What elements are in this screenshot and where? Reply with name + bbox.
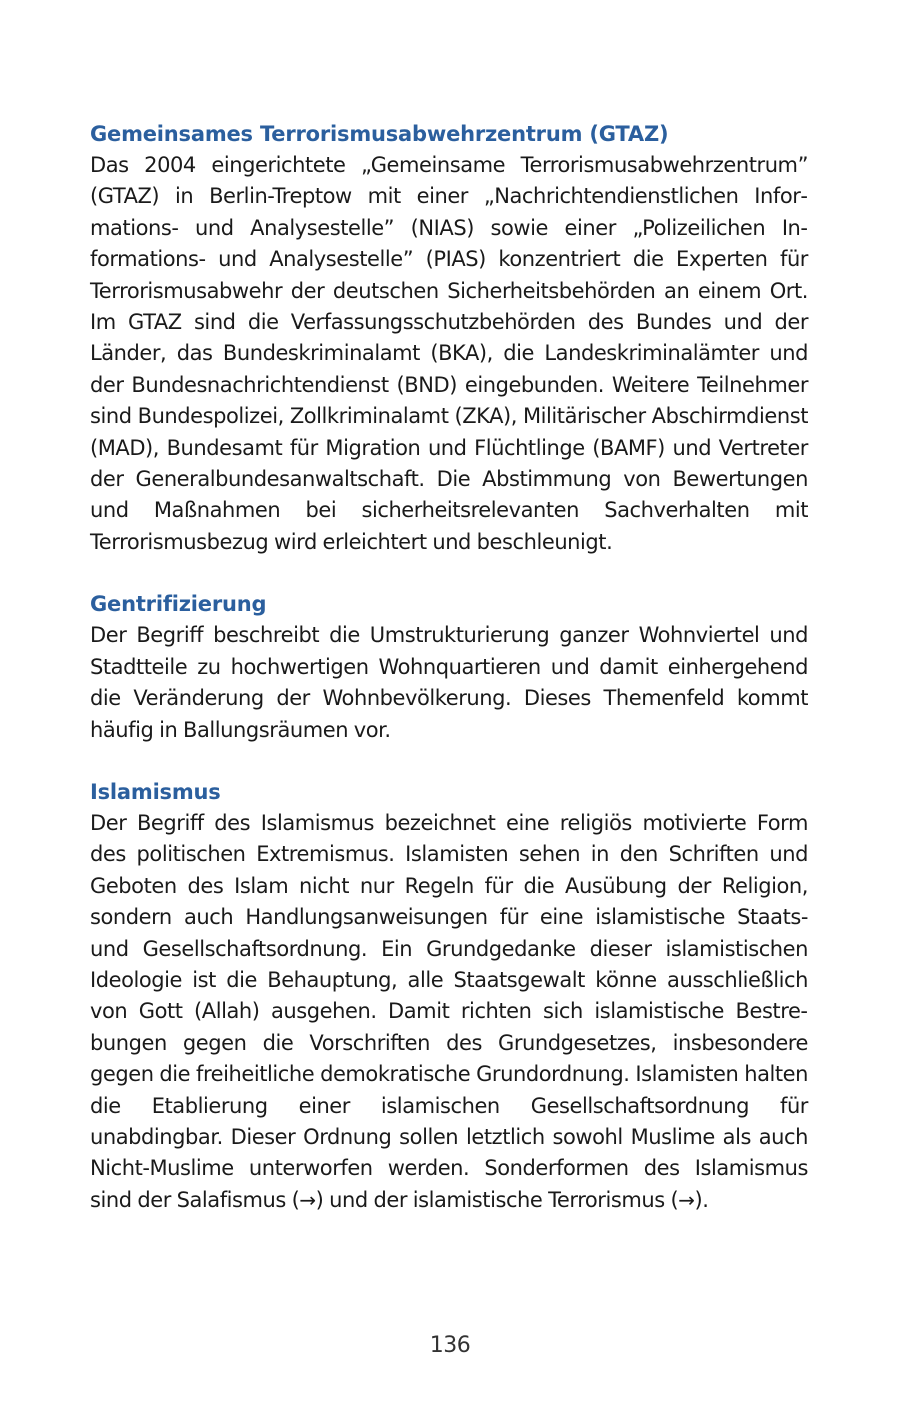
entry-heading: Islamismus: [90, 779, 221, 804]
entry-text-segment: ).: [694, 1187, 709, 1212]
entry-text: [90, 808, 808, 1216]
glossary-entry-gentrifizierung: [90, 588, 808, 746]
right-arrow-icon: →: [299, 1187, 316, 1212]
entry-text: Der Begriff beschreibt die Umstrukturierung ganzer Wohnviertel und Stadtteile zu hochwertigen Wohnquartieren und damit einhergehend die Veränderung der Wohnbevölkerung. Dieses Themenfeld kommt häufig in Ballungsräumen vor.: [90, 623, 808, 742]
entry-text: Das 2004 eingerichtete „Gemeinsame Terrorismusabwehrzentrum” (GTAZ) in Berlin-Treptow mit einer „Nachrichtendienstlichen Informations- und Analysestelle” (NIAS) sowie einer „Polizeilichen Informations- und Analysestelle” (PIAS) konzentriert die Experten für Terrorismusabwehr der deutschen Sicherheitsbehörden an einem Ort. Im GTAZ sind die Verfassungsschutzbehörden des Bundes und der Länder, das Bundeskriminalamt (BKA), die Landeskriminalämter und der Bundesnachrichtendienst (BND) eingebunden. Weitere Teilnehmer sind Bundespolizei, Zollkriminalamt (ZKA), Militärischer Abschirmdienst (MAD), Bundesamt für Migration und Flüchtlinge (BAMF) und Vertreter der Generalbundesanwaltschaft. Die Abstimmung von Bewertungen und Maßnahmen bei sicherheitsrelevanten Sachverhalten mit Terrorismusbezug wird erleichtert und beschleunigt.: [90, 153, 808, 554]
glossary-entry-gtaz: [90, 118, 808, 558]
entry-heading: Gentrifizierung: [90, 592, 267, 617]
page-number: 136: [429, 1333, 471, 1358]
entry-text-segment: ) und der islamistische Terrorismus (: [315, 1187, 679, 1212]
glossary-entry-islamismus: [90, 776, 808, 1216]
entry-heading: Gemeinsames Terrorismusabwehrzentrum (GTAZ): [90, 122, 669, 146]
entry-text-segment: Der Begriff des Islamismus bezeichnet eine religiös motivierte Form des politischen Extremismus. Islamisten sehen in den Schriften und Geboten des Islam nicht nur Regeln für die Ausübung der Religion, sondern auch Handlungsanweisungen für eine islamistische Staats- und Gesellschaftsordnung. Ein Grundgedanke dieser islamistischen Ideologie ist die Behauptung, alle Staatsgewalt könne ausschließlich von Gott (Allah) ausgehen. Damit richten sich islamistische Bestrebungen gegen die Vorschriften des Grundgesetzes, insbesondere gegen die freiheitliche demokratische Grundordnung. Islamisten halten die Etablierung einer islamischen Gesellschaftsordnung für unabdingbar. Dieser Ordnung sollen letztlich sowohl Muslime als auch Nicht-Muslime unterworfen werden. Sonderformen des Islamismus sind der Salafismus (: [90, 810, 808, 1212]
page-content: [90, 118, 808, 1246]
right-arrow-icon: →: [678, 1187, 695, 1212]
